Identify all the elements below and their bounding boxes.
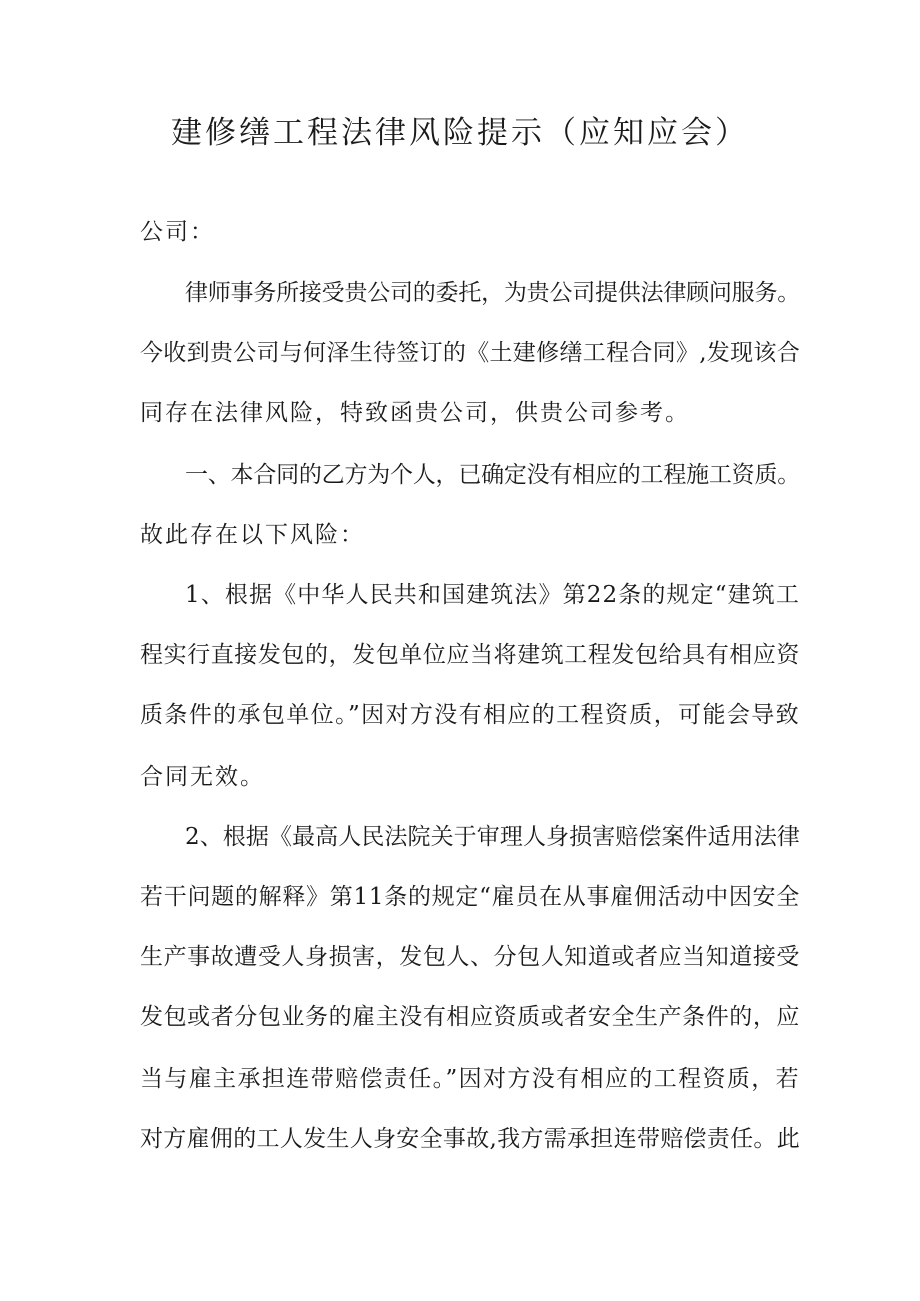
section-1-line-2: 故此存在以下风险： (140, 522, 365, 548)
paragraph-1-line-3: 同存在法律风险，特致函贵公司，供贵公司参考。 (140, 400, 690, 426)
document-title: 建修缮工程法律风险提示（应知应会） (171, 115, 749, 151)
paragraph-1-line-2: 今收到贵公司与何泽生待签订的《土建修缮工程合同》,发现该合 (140, 340, 800, 366)
item-2-line-4: 发包或者分包业务的雇主没有相应资质或者安全生产条件的，应 (140, 1004, 800, 1030)
item-2-line-3: 生产事故遭受人身损害，发包人、分包人知道或者应当知道接受 (140, 944, 800, 970)
item-1-line-2: 程实行直接发包的，发包单位应当将建筑工程发包给具有相应资 (140, 642, 800, 668)
section-1-line-1: 一、本合同的乙方为个人，已确定没有相应的工程施工资质。 (185, 462, 801, 488)
item-2-line-5: 当与雇主承担连带赔偿责任。”因对方没有相应的工程资质，若 (140, 1066, 800, 1092)
item-2-line-2: 若干问题的解释》第11条的规定“雇员在从事雇佣活动中因安全 (140, 884, 800, 910)
item-1-line-4: 合同无效。 (140, 764, 265, 790)
item-1-line-1: 1、根据《中华人民共和国建筑法》第22条的规定“建筑工 (185, 582, 800, 608)
paragraph-1-line-1: 律师事务所接受贵公司的委托，为贵公司提供法律顾问服务。 (185, 280, 801, 306)
item-2-line-6: 对方雇佣的工人发生人身安全事故,我方需承担连带赔偿责任。此 (140, 1126, 800, 1152)
item-2-line-1: 2、根据《最高人民法院关于审理人身损害赔偿案件适用法律 (185, 824, 800, 850)
salutation-line: 公司： (140, 219, 215, 245)
item-1-line-3: 质条件的承包单位。”因对方没有相应的工程资质，可能会导致 (140, 702, 800, 728)
